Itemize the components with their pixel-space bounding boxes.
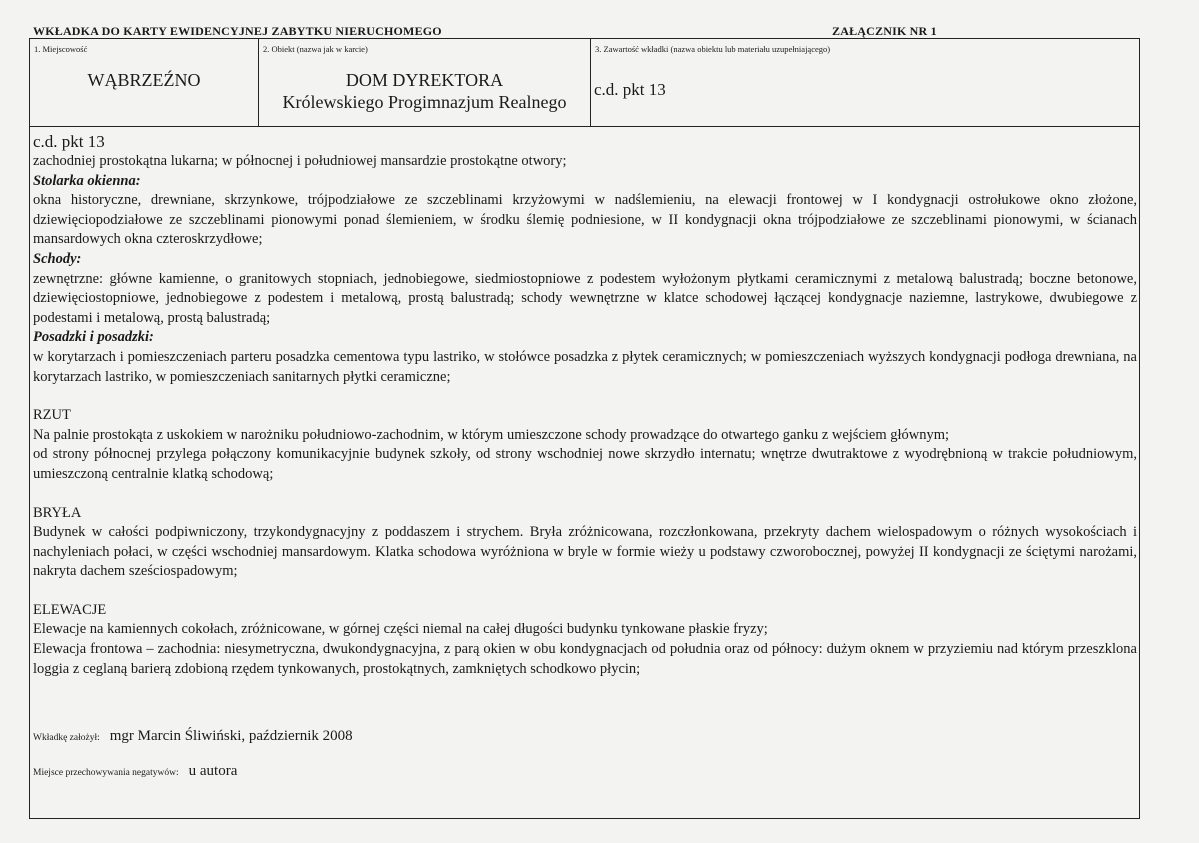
plan-paragraph-1: Na palnie prostokąta z uskokiem w narożniku południowo-zachodnim, w którym umieszczone schody prowadzące do otwartego ganku z wejściem głównym; (33, 426, 950, 443)
elevations-paragraph-2: Elewacja frontowa – zachodnia: niesymetryczna, dwukondygnacyjna, z parą okien w obu kondygnacjach od południa oraz od północy: dużym oknem w przyziemiu nad którym przeszklona loggia z ceglaną barierą zdobioną rzędem tynkowanych, prostokątnych, zamkniętych schodkowo płycin; (33, 641, 1137, 677)
header-fields-row (30, 39, 1139, 127)
section-gap (33, 485, 1137, 504)
negatives-label: Miejsce przechowywania negatywów: (33, 768, 179, 778)
stairs-heading: Schody: (33, 250, 82, 267)
negatives-line (33, 762, 237, 780)
document-title: WKŁADKA DO KARTY EWIDENCYJNEJ ZABYTKU NIERUCHOMEGO (33, 24, 442, 38)
section-gap (33, 582, 1137, 601)
object-name: DOM DYREKTORA (345, 70, 504, 90)
attachment-number: ZAŁĄCZNIK NR 1 (832, 24, 937, 38)
elevations-heading: ELEWACJE (33, 601, 107, 618)
content-value: c.d. pkt 13 (594, 80, 666, 99)
plan-heading: RZUT (33, 407, 71, 424)
windows-heading: Stolarka okienna: (33, 172, 141, 189)
elevations-paragraph-1: Elewacje na kamiennych cokołach, zróżnicowane, w górnej części niemal na całej długości budynku tynkowane płaskie fryzy; (33, 621, 768, 638)
author-value: mgr Marcin Śliwiński, październik 2008 (109, 728, 353, 744)
content-cell (591, 39, 1139, 127)
floors-paragraph: w korytarzach i pomieszczeniach parteru posadzka cementowa typu lastriko, w stołówce posadzka z płytek ceramicznych; w pomieszczeniach wyższych kondygnacji podłoga drewniana, na korytarzach lastriko, w pomieszczeniach sanitarnych płytki ceramiczne; (33, 348, 1137, 385)
form-frame (29, 38, 1140, 819)
description-body (33, 132, 1137, 679)
town-cell (30, 39, 259, 127)
mass-paragraph: Budynek w całości podpiwniczony, trzykondygnacyjny z poddaszem i strychem. Bryła zróżnicowana, rozczłonkowana, przekryty dachem wielospadowym o różnych wysokościach i nachyleniach połaci, w części wschodniej mansardowym. Klatka schodowa wyróżniona w bryle w formie wieży u podstawy czworobocznej, powyżej II kondygnacji ze ściętymi narożami, nakryta dachem sześciospadowym; (33, 524, 1137, 580)
plan-paragraph-2: od strony północnej przylega połączony komunikacyjnie budynek szkoły, od strony wschodniej nowe skrzydło internatu; wnętrze dwutraktowe z wyodrębnioną w trakcie południowym, umieszczoną centralnie klatką schodową; (33, 446, 1137, 482)
content-label: 3. Zawartość wkładki (nazwa obiektu lub materiału uzupełniającego) (595, 44, 831, 54)
continuation-heading: c.d. pkt 13 (33, 132, 105, 151)
town-label: 1. Miejscowość (34, 44, 88, 54)
negatives-value: u autora (188, 763, 238, 779)
town-value: WĄBRZEŹNO (87, 70, 201, 90)
mass-heading: BRYŁA (33, 504, 82, 521)
object-value (259, 69, 590, 113)
object-label: 2. Obiekt (nazwa jak w karcie) (263, 44, 368, 54)
object-cell (259, 39, 591, 127)
author-line (33, 727, 353, 745)
windows-paragraph: okna historyczne, drewniane, skrzynkowe, trójpodziałowe ze szczeblinami krzyżowymi w nadślemieniu, na elewacji frontowej w I kondygnacji ostrołukowe okno złożone, dziewięciopodziałowe ze szczeblinami pionowymi ponad ślemieniem, w środku ślemię podniesione, w II kondygnacji okna trójpodziałowe ze szczeblinami pionowymi, w ścianach mansardowych okna czteroskrzydłowe; (33, 192, 1137, 248)
intro-paragraph: zachodniej prostokątna lukarna; w północnej i południowej mansardzie prostokątne otwory; (33, 153, 567, 169)
object-subname: Królewskiego Progimnazjum Realnego (282, 92, 567, 112)
section-gap (33, 387, 1137, 406)
author-label: Wkładkę założył: (33, 733, 100, 743)
stairs-paragraph: zewnętrzne: główne kamienne, o granitowych stopniach, jednobiegowe, siedmiostopniowe z podestem wyłożonym płytkami ceramicznymi z metalową balustradą; boczne betonowe, dziewięciostopniowe, jednobiegowe z podestem i metalową, prostą balustradą; schody wewnętrzne w klatce schodowej łączącej kondygnacje naziemne, lastrykowe, dwubiegowe z podestami i metalową, prostą balustradą; (33, 270, 1137, 326)
floors-heading: Posadzki i posadzki: (33, 329, 154, 346)
